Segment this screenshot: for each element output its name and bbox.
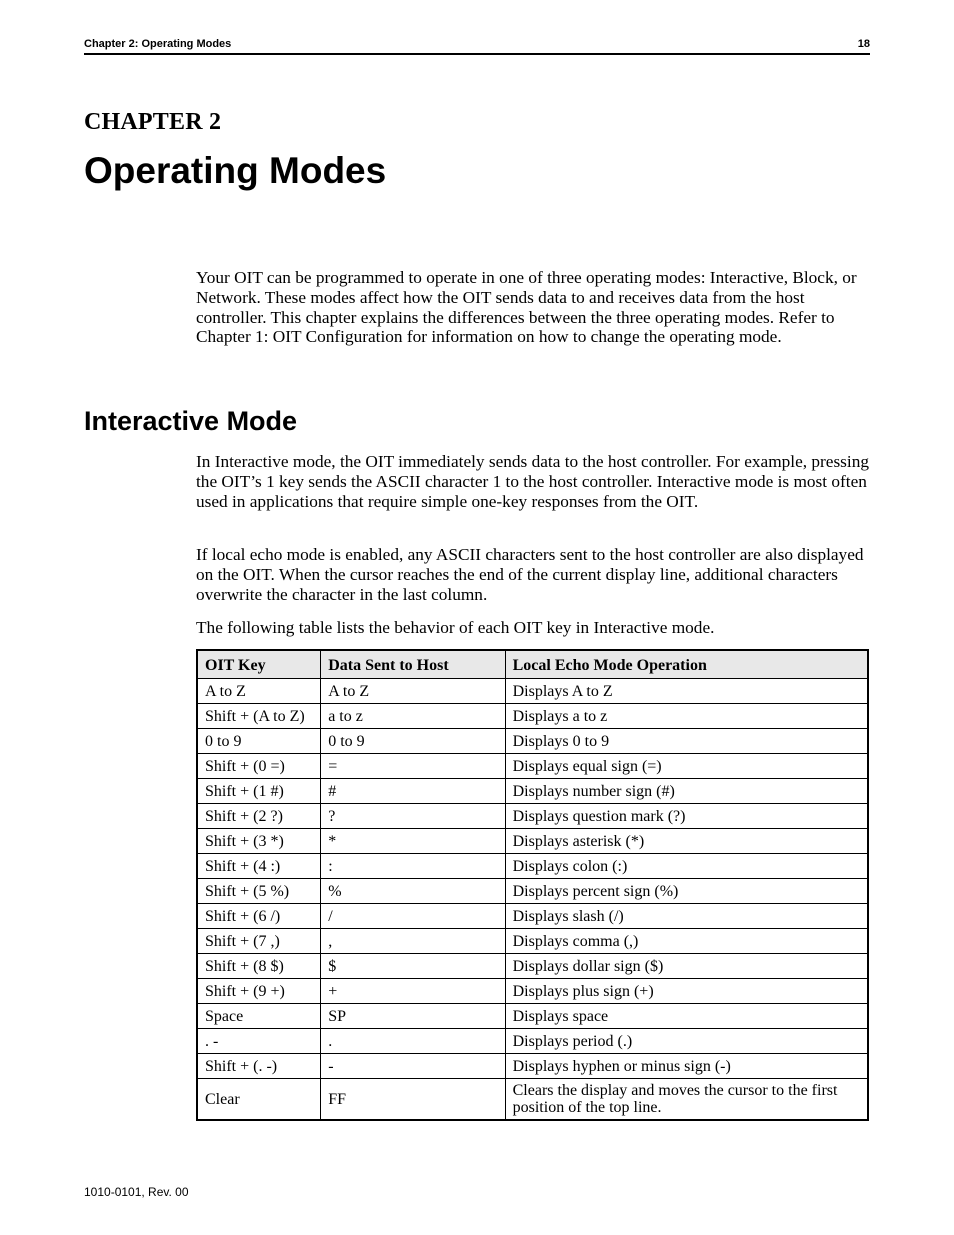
table-row xyxy=(197,1004,868,1029)
cell-data-sent: A to Z xyxy=(321,679,505,704)
table-row xyxy=(197,1029,868,1054)
running-header-chapter: Chapter 2: Operating Modes xyxy=(84,38,232,50)
table-row xyxy=(197,904,868,929)
cell-local-echo: Displays dollar sign ($) xyxy=(505,954,868,979)
cell-data-sent: 0 to 9 xyxy=(321,729,505,754)
cell-local-echo: Clears the display and moves the cursor to the first position of the top line. xyxy=(505,1079,868,1121)
cell-data-sent: SP xyxy=(321,1004,505,1029)
cell-oit-key: Shift + (. -) xyxy=(197,1054,321,1079)
cell-local-echo: Displays plus sign (+) xyxy=(505,979,868,1004)
table-row xyxy=(197,879,868,904)
section-title: Interactive Mode xyxy=(84,406,298,436)
chapter-label: CHAPTER 2 xyxy=(84,109,222,135)
cell-data-sent: . xyxy=(321,1029,505,1054)
cell-data-sent: ? xyxy=(321,804,505,829)
cell-local-echo: Displays colon (:) xyxy=(505,854,868,879)
table-row xyxy=(197,954,868,979)
cell-oit-key: Shift + (6 /) xyxy=(197,904,321,929)
cell-local-echo: Displays a to z xyxy=(505,704,868,729)
table-row xyxy=(197,1054,868,1079)
cell-local-echo: Displays A to Z xyxy=(505,679,868,704)
intro-paragraph: Your OIT can be programmed to operate in one of three operating modes: Interactive, Block, or Network. These modes affect how the OIT sends data to and receives data from the host controller. This chapter explains the differences between the three operating modes. Refer to Chapter 1: OIT Configuration for information on how to change the operating mode. xyxy=(196,268,857,347)
table-body xyxy=(197,679,868,1121)
section-paragraph-3: The following table lists the behavior of each OIT key in Interactive mode. xyxy=(196,618,715,637)
cell-local-echo: Displays asterisk (*) xyxy=(505,829,868,854)
cell-data-sent: FF xyxy=(321,1079,505,1121)
cell-oit-key: A to Z xyxy=(197,679,321,704)
table-row xyxy=(197,1079,868,1121)
cell-data-sent: / xyxy=(321,904,505,929)
cell-oit-key: . - xyxy=(197,1029,321,1054)
key-behavior-table xyxy=(196,649,869,1121)
cell-oit-key: 0 to 9 xyxy=(197,729,321,754)
cell-local-echo: Displays hyphen or minus sign (-) xyxy=(505,1054,868,1079)
cell-data-sent: a to z xyxy=(321,704,505,729)
cell-local-echo: Displays comma (,) xyxy=(505,929,868,954)
cell-data-sent: # xyxy=(321,779,505,804)
cell-local-echo: Displays slash (/) xyxy=(505,904,868,929)
cell-local-echo: Displays period (.) xyxy=(505,1029,868,1054)
cell-data-sent: : xyxy=(321,854,505,879)
cell-oit-key: Shift + (9 +) xyxy=(197,979,321,1004)
column-header-oit-key: OIT Key xyxy=(197,650,321,679)
cell-data-sent: $ xyxy=(321,954,505,979)
table-row xyxy=(197,979,868,1004)
section-paragraph-1: In Interactive mode, the OIT immediately sends data to the host controller. For example, pressing the OIT’s 1 key sends the ASCII character 1 to the host controller. Interactive mode is most often used in applications that require simple one-key responses from the OIT. xyxy=(196,452,869,511)
cell-oit-key: Space xyxy=(197,1004,321,1029)
cell-oit-key: Shift + (2 ?) xyxy=(197,804,321,829)
cell-local-echo: Displays equal sign (=) xyxy=(505,754,868,779)
cell-local-echo: Displays question mark (?) xyxy=(505,804,868,829)
cell-local-echo: Displays number sign (#) xyxy=(505,779,868,804)
cell-data-sent: * xyxy=(321,829,505,854)
section-paragraph-2: If local echo mode is enabled, any ASCII characters sent to the host controller are also displayed on the OIT. When the cursor reaches the end of the current display line, additional characters overwrite the character in the last column. xyxy=(196,545,864,604)
cell-oit-key: Shift + (7 ,) xyxy=(197,929,321,954)
table-row xyxy=(197,929,868,954)
cell-data-sent: = xyxy=(321,754,505,779)
cell-oit-key: Shift + (4 :) xyxy=(197,854,321,879)
cell-data-sent: + xyxy=(321,979,505,1004)
page-number: 18 xyxy=(857,38,870,50)
document-footer: 1010-0101, Rev. 00 xyxy=(84,1185,189,1199)
page-title: Operating Modes xyxy=(84,150,387,191)
cell-oit-key: Shift + (5 %) xyxy=(197,879,321,904)
table-row xyxy=(197,854,868,879)
cell-local-echo: Displays space xyxy=(505,1004,868,1029)
cell-oit-key: Shift + (3 *) xyxy=(197,829,321,854)
cell-oit-key: Shift + (0 =) xyxy=(197,754,321,779)
table-row xyxy=(197,754,868,779)
cell-local-echo: Displays percent sign (%) xyxy=(505,879,868,904)
table-row xyxy=(197,829,868,854)
cell-oit-key: Shift + (1 #) xyxy=(197,779,321,804)
column-header-local-echo: Local Echo Mode Operation xyxy=(505,650,868,679)
cell-local-echo: Displays 0 to 9 xyxy=(505,729,868,754)
cell-data-sent: , xyxy=(321,929,505,954)
cell-oit-key: Shift + (8 $) xyxy=(197,954,321,979)
cell-data-sent: - xyxy=(321,1054,505,1079)
table-row xyxy=(197,779,868,804)
table-row xyxy=(197,679,868,704)
cell-oit-key: Shift + (A to Z) xyxy=(197,704,321,729)
cell-oit-key: Clear xyxy=(197,1079,321,1121)
column-header-data-sent: Data Sent to Host xyxy=(321,650,505,679)
cell-data-sent: % xyxy=(321,879,505,904)
table-header-row xyxy=(197,650,868,679)
table-row xyxy=(197,804,868,829)
table-row xyxy=(197,729,868,754)
table-row xyxy=(197,704,868,729)
running-header xyxy=(84,38,870,55)
